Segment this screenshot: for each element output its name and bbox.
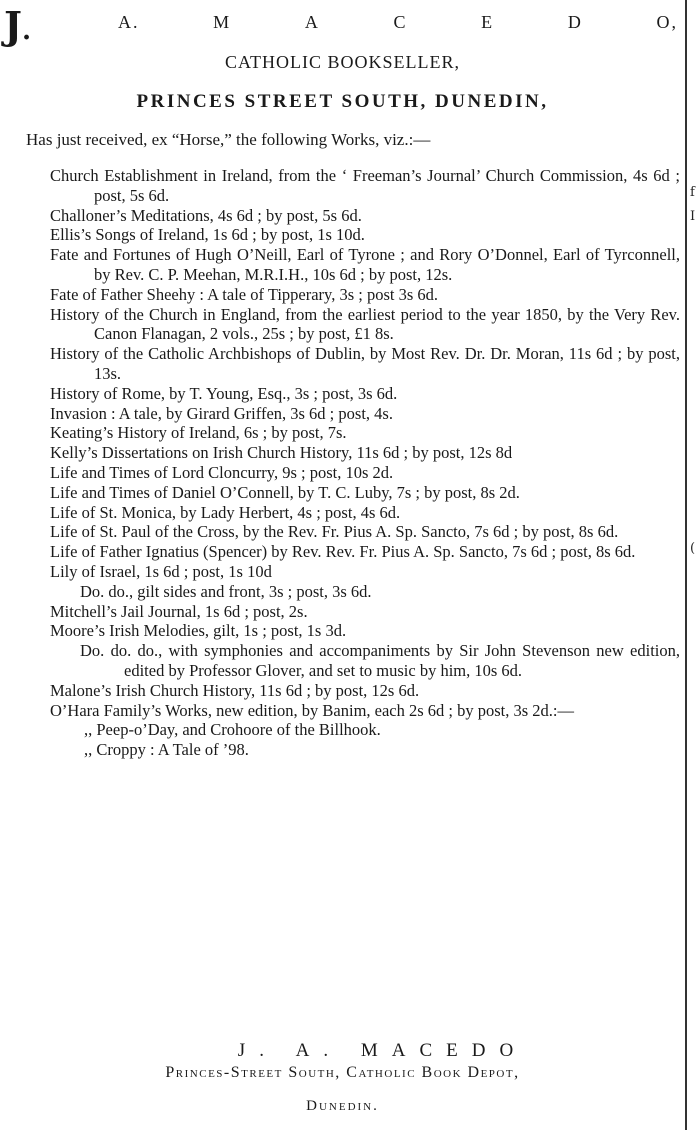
list-item: History of the Church in England, from the earliest period to the year 1850, by the Very Rev. Canon Flanagan, 2 vols., 25s ; by post, £1 8s. xyxy=(50,304,680,344)
margin-mark: f xyxy=(690,185,695,200)
list-item: Life of St. Paul of the Cross, by the Rev. Fr. Pius A. Sp. Sancto, 7s 6d ; by post, 8s 6d. xyxy=(50,522,619,542)
list-item: Life and Times of Daniel O’Connell, by T. C. Luby, 7s ; by post, 8s 2d. xyxy=(50,482,520,502)
list-item: Life of St. Monica, by Lady Herbert, 4s ; post, 4s 6d. xyxy=(50,502,401,522)
name-letter: C xyxy=(393,12,408,32)
decorative-initial xyxy=(4,3,32,51)
list-item: Malone’s Irish Church History, 11s 6d ; by post, 12s 6d. xyxy=(50,680,420,700)
column-rule xyxy=(685,0,687,1130)
list-item: Kelly’s Dissertations on Irish Church History, 11s 6d ; by post, 12s 8d xyxy=(50,443,513,463)
list-item: History of Rome, by T. Young, Esq., 3s ; post, 3s 6d. xyxy=(50,383,398,403)
margin-mark: ( xyxy=(690,541,696,556)
list-item: Mitchell’s Jail Journal, 1s 6d ; post, 2s. xyxy=(50,601,308,621)
list-item: Fate of Father Sheehy : A tale of Tipperary, 3s ; post 3s 6d. xyxy=(50,284,439,304)
list-item: Challoner’s Meditations, 4s 6d ; by post, 5s 6d. xyxy=(50,205,362,225)
intro-text: Has just received, ex “Horse,” the following Works, viz.:— xyxy=(26,130,431,149)
list-item: Life and Times of Lord Cloncurry, 9s ; post, 10s 2d. xyxy=(50,462,394,482)
list-item: Church Establishment in Ireland, from the ‘ Freeman’s Journal’ Church Commission, 4s 6d ; post, 5s 6d. xyxy=(50,166,680,205)
name-letter: A. xyxy=(118,12,140,32)
sub-item: ,, Croppy : A Tale of ’98. xyxy=(84,740,249,760)
initial-dot: . xyxy=(21,16,32,46)
footer-name: J. A. MACEDO xyxy=(237,1040,528,1061)
margin-mark: I xyxy=(690,209,696,224)
footer-city: Dunedin. xyxy=(306,1098,379,1114)
advertiser-name xyxy=(118,12,678,33)
list-item: History of the Catholic Archbishops of Dublin, by Most Rev. Dr. Dr. Moran, 11s 6d ; by post, 13s. xyxy=(50,344,680,383)
list-item: Invasion : A tale, by Girard Griffen, 3s 6d ; post, 4s. xyxy=(50,403,393,423)
list-item: Ellis’s Songs of Ireland, 1s 6d ; by post, 1s 10d. xyxy=(50,225,365,245)
list-item: Keating’s History of Ireland, 6s ; by post, 7s. xyxy=(50,423,347,443)
list-item: Lily of Israel, 1s 6d ; post, 1s 10d xyxy=(50,561,272,581)
business-title: CATHOLIC BOOKSELLER, xyxy=(225,52,460,72)
name-letter: E xyxy=(481,12,495,32)
list-item: Fate and Fortunes of Hugh O’Neill, Earl of Tyrone ; and Rory O’Donnel, Earl of Tyrconnell, by Rev. C. P. Meehan, M.R.I.H., 10s 6d ; by post, 12s. xyxy=(50,245,680,284)
name-letter: A xyxy=(304,12,320,32)
business-address: PRINCES STREET SOUTH, DUNEDIN, xyxy=(136,91,549,112)
ditto-item: Do. do. do., with symphonies and accompaniments by Sir John Stevenson new edition, edited by Professor Glover, and set to music by him, 10s 6d. xyxy=(80,641,680,680)
name-letter: O, xyxy=(656,12,678,32)
list-item: Life of Father Ignatius (Spencer) by Rev. Rev. Fr. Pius A. Sp. Sancto, 7s 6d ; post, 8s 6d. xyxy=(50,542,636,562)
list-item: Moore’s Irish Melodies, gilt, 1s ; post, 1s 3d. xyxy=(50,621,347,641)
initial-letter: J xyxy=(4,3,22,48)
footer-address: Princes-Street South, Catholic Book Depot, xyxy=(165,1064,520,1081)
ditto-item: Do. do., gilt sides and front, 3s ; post, 3s 6d. xyxy=(80,581,372,601)
name-letter: M xyxy=(213,12,232,32)
sub-item: ,, Peep-o’Day, and Crohoore of the Billhook. xyxy=(84,720,381,740)
name-letter: D xyxy=(567,12,583,32)
book-list xyxy=(50,166,680,760)
list-item: O’Hara Family’s Works, new edition, by Banim, each 2s 6d ; by post, 3s 2d.:— xyxy=(50,700,575,720)
